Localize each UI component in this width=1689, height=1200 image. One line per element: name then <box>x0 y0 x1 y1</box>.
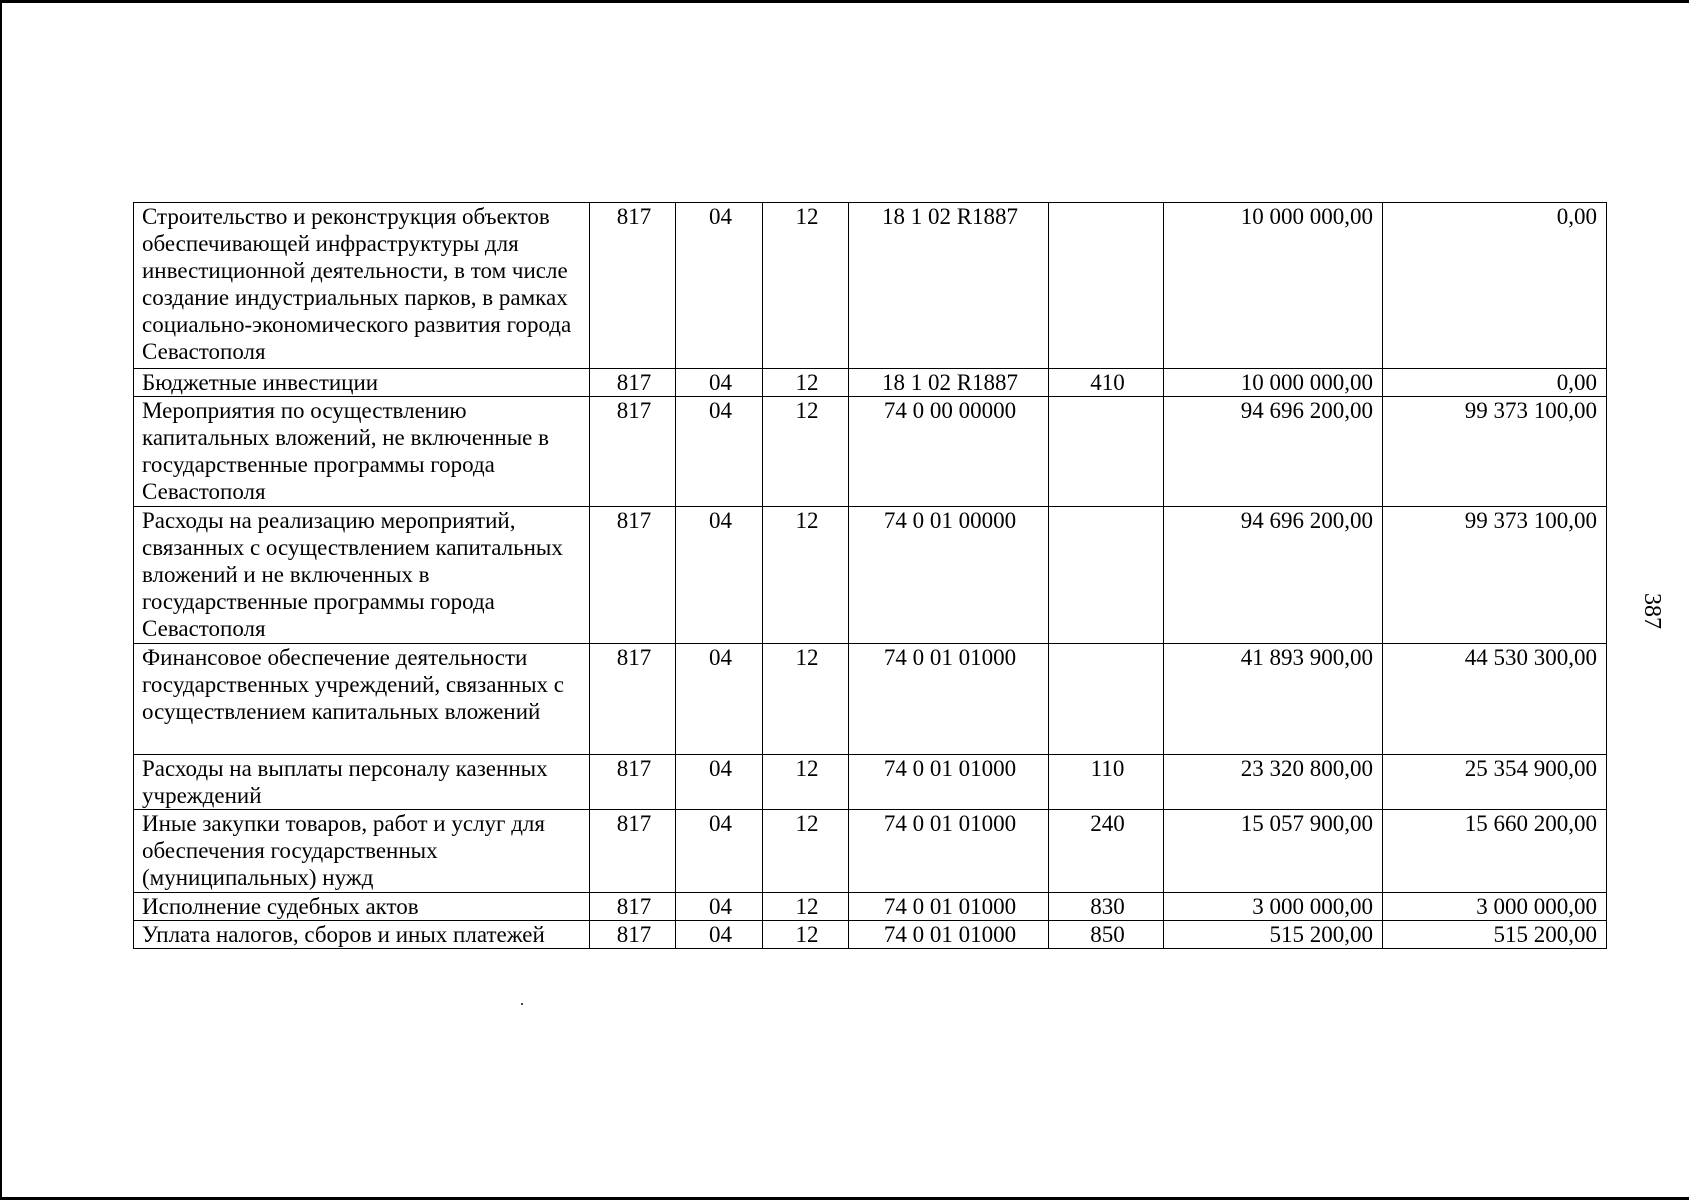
grbs-cell: 817 <box>590 810 676 893</box>
target-article-cell: 18 1 02 R1887 <box>849 203 1049 369</box>
amount-year2-cell: 99 373 100,00 <box>1383 507 1607 644</box>
table-row <box>134 921 1607 949</box>
amount-year2-cell: 44 530 300,00 <box>1383 644 1607 755</box>
row-name-cell: Строительство и реконструкция объектов обеспечивающей инфраструктуры для инвестиционной деятельности, в том числе создание индустриальных парков, в рамках социально-экономического развития города Севастополя <box>134 203 590 369</box>
subsection-cell: 12 <box>763 507 849 644</box>
amount-year2-cell: 25 354 900,00 <box>1383 755 1607 810</box>
table-row <box>134 755 1607 810</box>
section-cell: 04 <box>676 507 763 644</box>
target-article-cell: 18 1 02 R1887 <box>849 369 1049 397</box>
grbs-cell: 817 <box>590 893 676 921</box>
section-cell: 04 <box>676 921 763 949</box>
target-article-cell: 74 0 01 01000 <box>849 755 1049 810</box>
expense-type-cell <box>1049 644 1164 755</box>
row-name-cell: Финансовое обеспечение деятельности государственных учреждений, связанных с осуществлением капитальных вложений <box>134 644 590 755</box>
subsection-cell: 12 <box>763 755 849 810</box>
page-number: 387 <box>1639 593 1665 629</box>
row-name-cell: Исполнение судебных актов <box>134 893 590 921</box>
table-row <box>134 644 1607 755</box>
table-row <box>134 397 1607 507</box>
row-name-cell: Расходы на реализацию мероприятий, связанных с осуществлением капитальных вложений и не включенных в государственные программы города Севастополя <box>134 507 590 644</box>
amount-year2-cell: 15 660 200,00 <box>1383 810 1607 893</box>
expense-type-cell: 110 <box>1049 755 1164 810</box>
grbs-cell: 817 <box>590 203 676 369</box>
grbs-cell: 817 <box>590 921 676 949</box>
section-cell: 04 <box>676 810 763 893</box>
section-cell: 04 <box>676 644 763 755</box>
amount-year2-cell: 515 200,00 <box>1383 921 1607 949</box>
subsection-cell: 12 <box>763 203 849 369</box>
amount-year1-cell: 515 200,00 <box>1164 921 1383 949</box>
amount-year1-cell: 10 000 000,00 <box>1164 369 1383 397</box>
subsection-cell: 12 <box>763 810 849 893</box>
subsection-cell: 12 <box>763 397 849 507</box>
expense-type-cell: 850 <box>1049 921 1164 949</box>
grbs-cell: 817 <box>590 397 676 507</box>
expense-type-cell: 240 <box>1049 810 1164 893</box>
grbs-cell: 817 <box>590 755 676 810</box>
grbs-cell: 817 <box>590 507 676 644</box>
section-cell: 04 <box>676 397 763 507</box>
expense-type-cell: 410 <box>1049 369 1164 397</box>
amount-year1-cell: 3 000 000,00 <box>1164 893 1383 921</box>
subsection-cell: 12 <box>763 369 849 397</box>
row-name-cell: Уплата налогов, сборов и иных платежей <box>134 921 590 949</box>
expense-type-cell: 830 <box>1049 893 1164 921</box>
budget-table <box>133 202 1607 949</box>
expense-type-cell <box>1049 203 1164 369</box>
scan-border-top <box>0 0 1689 3</box>
subsection-cell: 12 <box>763 921 849 949</box>
target-article-cell: 74 0 01 01000 <box>849 644 1049 755</box>
table-row <box>134 810 1607 893</box>
table-row <box>134 369 1607 397</box>
row-name-cell: Бюджетные инвестиции <box>134 369 590 397</box>
row-name-cell: Мероприятия по осуществлению капитальных вложений, не включенные в государственные программы города Севастополя <box>134 397 590 507</box>
row-name-cell: Иные закупки товаров, работ и услуг для обеспечения государственных (муниципальных) нужд <box>134 810 590 893</box>
grbs-cell: 817 <box>590 644 676 755</box>
target-article-cell: 74 0 01 01000 <box>849 810 1049 893</box>
expense-type-cell <box>1049 397 1164 507</box>
amount-year1-cell: 94 696 200,00 <box>1164 507 1383 644</box>
table-row <box>134 507 1607 644</box>
amount-year2-cell: 0,00 <box>1383 369 1607 397</box>
amount-year2-cell: 0,00 <box>1383 203 1607 369</box>
subsection-cell: 12 <box>763 893 849 921</box>
target-article-cell: 74 0 01 01000 <box>849 893 1049 921</box>
section-cell: 04 <box>676 369 763 397</box>
table-row <box>134 893 1607 921</box>
target-article-cell: 74 0 01 01000 <box>849 921 1049 949</box>
subsection-cell: 12 <box>763 644 849 755</box>
amount-year1-cell: 23 320 800,00 <box>1164 755 1383 810</box>
target-article-cell: 74 0 01 00000 <box>849 507 1049 644</box>
amount-year1-cell: 94 696 200,00 <box>1164 397 1383 507</box>
section-cell: 04 <box>676 755 763 810</box>
row-name-cell: Расходы на выплаты персоналу казенных учреждений <box>134 755 590 810</box>
grbs-cell: 817 <box>590 369 676 397</box>
amount-year2-cell: 3 000 000,00 <box>1383 893 1607 921</box>
scan-speck <box>521 1003 523 1005</box>
expense-type-cell <box>1049 507 1164 644</box>
target-article-cell: 74 0 00 00000 <box>849 397 1049 507</box>
section-cell: 04 <box>676 893 763 921</box>
scan-border-left <box>0 0 2 1200</box>
table-row <box>134 203 1607 369</box>
section-cell: 04 <box>676 203 763 369</box>
amount-year1-cell: 10 000 000,00 <box>1164 203 1383 369</box>
amount-year1-cell: 41 893 900,00 <box>1164 644 1383 755</box>
amount-year2-cell: 99 373 100,00 <box>1383 397 1607 507</box>
amount-year1-cell: 15 057 900,00 <box>1164 810 1383 893</box>
